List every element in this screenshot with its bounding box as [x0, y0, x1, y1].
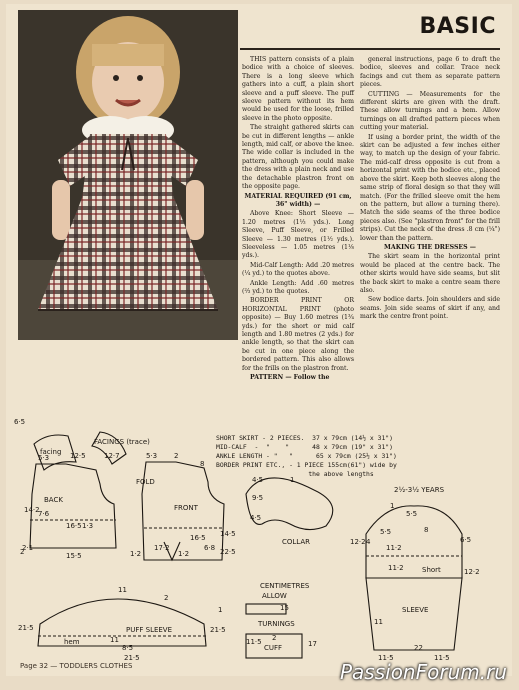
photo-girl-in-checked-dress [18, 10, 238, 340]
label-turnings: TURNINGS [258, 620, 295, 628]
measurement-label: 21·5 [210, 626, 226, 634]
above-knee-paragraph: Above Knee: Short Sleeve — 1.20 metres (1⅓ yds.). Long Sleeve, Puff Sleeve, or Frilled Sleeve — 1.30 metres (1½ yds.). Sleeveless — 1.05 metres (1⅛ yds.). [242, 210, 354, 260]
photo-illustration [18, 10, 238, 340]
measurement-label: 11 [118, 586, 127, 594]
measurement-label: 1·2 [178, 550, 190, 558]
measurement-label: 6·5 [14, 418, 26, 426]
measurement-label: 1 [218, 606, 223, 614]
measurement-label: 16·5 [190, 534, 206, 542]
measurement-label: 17·2 [154, 544, 170, 552]
cutting-paragraph: CUTTING — Measurements for the different skirts are given with the draft. These allow turnings and a hem. Allow turnings on all drafted pattern pieces when cutting your material. [360, 90, 500, 132]
measurement-label: 1·3 [82, 522, 94, 530]
watermark: PassionForum.ru [339, 660, 507, 684]
measurement-label: 1 [290, 476, 295, 484]
measurement-label: 2 [164, 594, 169, 602]
magazine-page [6, 4, 512, 676]
measurement-label: 12·2 [350, 538, 366, 546]
measurement-label: 11 [374, 618, 383, 626]
measurement-label: 11·2 [386, 544, 402, 552]
measurement-label: 16·5 [66, 522, 82, 530]
measurement-label: 14·5 [220, 530, 236, 538]
label-facing: facing [40, 448, 62, 456]
measurement-label: 12·5 [70, 452, 86, 460]
label-collar: COLLAR [282, 538, 311, 546]
material-heading: MATERIAL REQUIRED (91 cm, 36" width) — [244, 192, 352, 208]
label-centimetres: CENTIMETRES [260, 582, 310, 590]
text-column-1 [242, 56, 354, 383]
page-title: BASIC [419, 14, 496, 39]
measurement-label: 4 [366, 538, 371, 546]
measurement-label: 5·5 [380, 528, 392, 536]
label-fold: FOLD [136, 478, 155, 486]
measurement-label: 15·5 [66, 552, 82, 560]
measurement-label: 11·2 [388, 564, 404, 572]
measurement-label: 11 [110, 636, 119, 644]
measurement-label: 2·1 [22, 544, 34, 552]
skirt-sizes-row: BORDER PRINT ETC., - 1 PIECE 155cm(61") wide by [216, 461, 397, 469]
measurement-label: 21·5 [18, 624, 34, 632]
label-hem: hem [64, 638, 80, 646]
measurement-label: 6·8 [204, 544, 216, 552]
ankle-paragraph: Ankle Length: Add .60 metres (⅔ yd.) to the quotes. [242, 279, 354, 295]
mid-calf-paragraph: Mid-Calf Length: Add .20 metres (¼ yd.) to the quotes above. [242, 261, 354, 278]
label-years: 2½-3½ YEARS [394, 486, 445, 494]
measurement-label: 21·5 [124, 654, 140, 662]
measurement-label: 1 [390, 502, 395, 510]
label-front: FRONT [174, 504, 198, 512]
border-print-paragraph: BORDER PRINT OR HORIZONTAL PRINT (photo opposite) — Buy 1.60 metres (1¾ yds.) for the short or mid calf length and 1.80 metres (2 yds.) for ankle length, so that the skirt can be cut in one piece along the bordered pattern. This also allows for the frills on the plastron front. [242, 297, 354, 372]
measurement-label: 11·5 [246, 638, 262, 646]
title-rule [240, 48, 500, 50]
measurement-label: 15 [280, 604, 289, 612]
border-print-usage-paragraph: If using a border print, the width of the skirt can be adjusted a few inches either way, to match up the design of your fabric. The mid-calf dress opposite is cut from a horizontal print with the bodice etc., placed above the skirt. Keep both sleeves along the same strip of floral design so that they will match. (For the frilled sleeve omit the hem on the pattern, but allow a turning there). Match the side seams of the three bodice pieces also. (See "plastron front" for the frill strips). Cut the neck of the dress .8 cm (¼") lower than the pattern. [360, 133, 500, 242]
pattern-paragraph: PATTERN — Follow the [250, 374, 330, 382]
skirt-sizes-row: ANKLE LENGTH - " " 65 x 79cm (25½ x 31") [216, 452, 397, 460]
measurement-label: 2 [20, 548, 25, 556]
measurement-label: 5·3 [38, 454, 50, 462]
measurement-label: 8 [200, 460, 205, 468]
skirt-sizes-row: SHORT SKIRT - 2 PIECES. 37 x 79cm (14½ x 31") [216, 434, 393, 442]
making-heading: MAKING THE DRESSES — [384, 243, 476, 251]
skirt-seam-paragraph: The skirt seam in the horizontal print would be placed at the centre back. The other skirts would have side seams, but slit the back skirt to make a centre seam there also. [360, 253, 500, 294]
skirt-sizes-row: MID-CALF - " " 48 x 79cm (19" x 31") [216, 443, 393, 451]
measurement-label: 4·5 [252, 476, 264, 484]
page-footer: Page 32 — TODDLERS CLOTHES [20, 662, 133, 670]
measurement-label: 4·5 [250, 514, 262, 522]
measurement-label: 11·5 [434, 654, 450, 662]
label-sleeve: SLEEVE [402, 606, 429, 614]
measurement-label: 6·5 [460, 536, 472, 544]
measurement-label: 9·5 [252, 494, 264, 502]
measurement-label: 12·7 [104, 452, 120, 460]
measurement-label: 5·5 [406, 510, 418, 518]
label-facings: FACINGS (trace) [94, 438, 150, 446]
measurement-label: 17 [308, 640, 317, 648]
measurements [14, 418, 480, 662]
label-short: Short [422, 566, 441, 574]
text-column-2 [360, 56, 500, 323]
measurement-label: 2 [174, 452, 179, 460]
measurement-label: 22 [414, 644, 423, 652]
measurement-label: 5·3 [146, 452, 158, 460]
label-puff-sleeve: PUFF SLEEVE [126, 626, 173, 634]
measurement-label: 2 [272, 634, 277, 642]
measurement-label: 8·5 [122, 644, 134, 652]
skirt-sizes-row: the above lengths [216, 470, 374, 478]
measurement-label: 12·2 [464, 568, 480, 576]
measurement-label: 1·2 [130, 550, 142, 558]
label-back: BACK [44, 496, 63, 504]
skirts-paragraph: The straight gathered skirts can be cut in different lengths — ankle length, mid calf, or above the knee. The wide collar is included in the pattern, although you could make the dress with a plain neck and use the detachable plastron front on the opposite page. [242, 124, 354, 191]
intro-paragraph: THIS pattern consists of a plain bodice with a choice of sleeves. There is a long sleeve which gathers into a cuff, a plain short sleeve and a puff sleeve. The puff sleeve pattern without its hem would be used for the loose, frilled sleeve in the photo opposite. [242, 56, 354, 122]
measurement-label: 22·5 [220, 548, 236, 556]
label-allow: ALLOW [262, 592, 287, 600]
general-instructions-paragraph: general instructions, page 6 to draft the bodice, sleeves and collar. Trace neck facings and cut them as separate pattern pieces. [360, 56, 500, 89]
measurement-label: 14·2 [24, 506, 40, 514]
measurement-label: 7·6 [38, 510, 50, 518]
label-cuff: CUFF [264, 644, 283, 652]
measurement-label: 11·5 [378, 654, 394, 662]
measurement-label: 8 [424, 526, 429, 534]
sew-bodice-paragraph: Sew bodice darts. Join shoulders and side seams. Join side seams of skirt if any, and mark the centre front point. [360, 296, 500, 321]
pattern-draft-diagram [14, 418, 514, 664]
